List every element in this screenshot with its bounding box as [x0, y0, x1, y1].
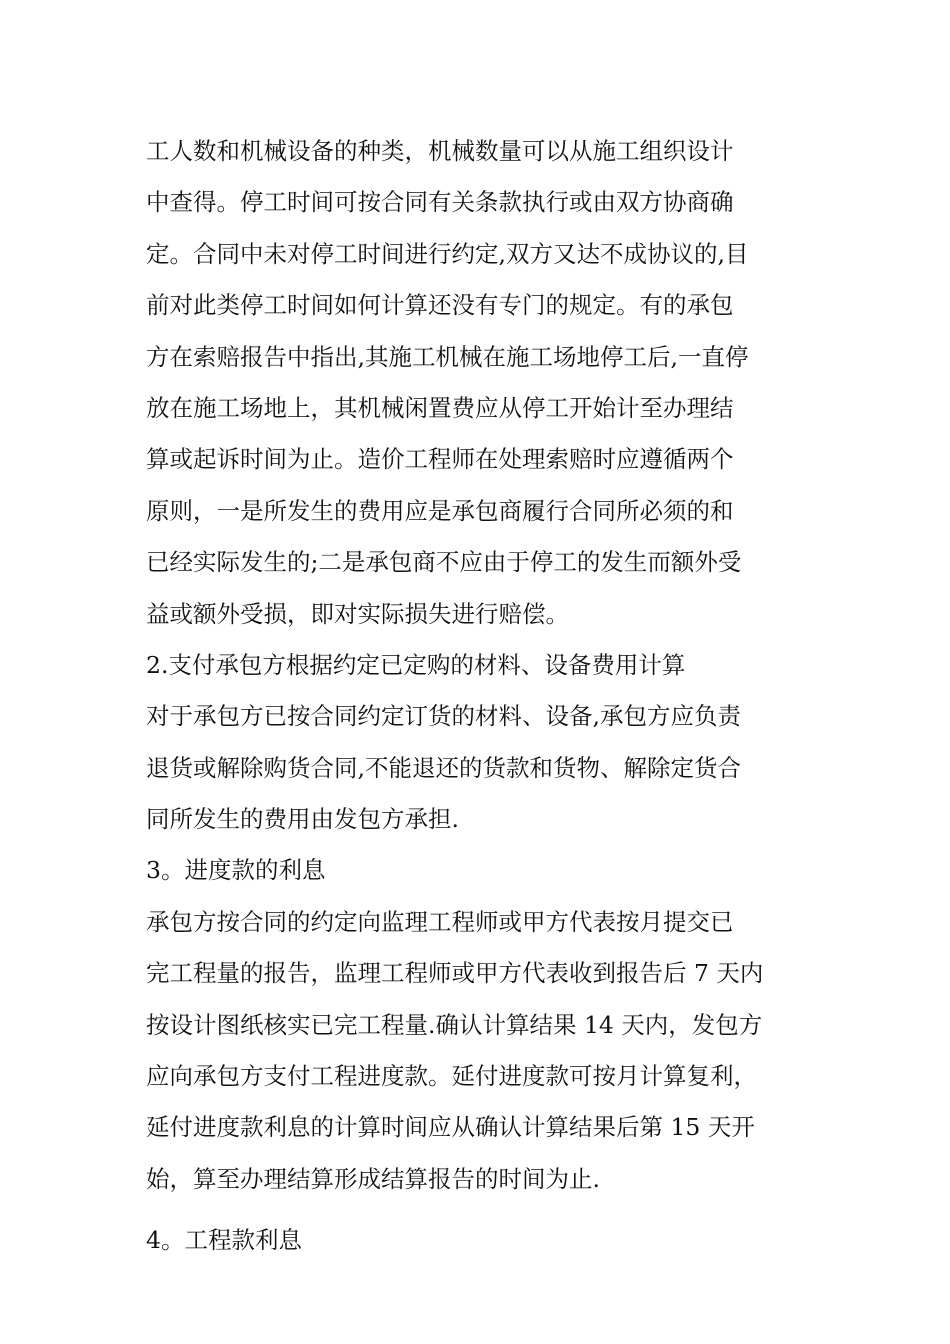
paragraph-line: 同所发生的费用由发包方承担.: [146, 805, 459, 834]
paragraph-line: 方在索赔报告中指出,其施工机械在施工场地停工后,一直停: [146, 342, 749, 371]
paragraph-line: 原则，一是所发生的费用应是承包商履行合同所必须的和: [146, 496, 734, 525]
paragraph-line: 中查得。停工时间可按合同有关条款执行或由双方协商确: [146, 188, 734, 217]
paragraph-line: 前对此类停工时间如何计算还没有专门的规定。有的承包: [146, 291, 734, 320]
section-heading: 2.支付承包方根据约定已定购的材料、设备费用计算: [146, 650, 686, 679]
paragraph-line: 益或额外受损，即对实际损失进行赔偿。: [146, 599, 569, 628]
section-heading: 3。进度款的利息: [146, 856, 326, 885]
paragraph-line: 始，算至办理结算形成结算报告的时间为止.: [146, 1164, 600, 1193]
document-body: [146, 126, 816, 1267]
paragraph-line: 按设计图纸核实已完工程量.确认计算结果 14 天内，发包方: [146, 1010, 763, 1039]
paragraph-line: 承包方按合同的约定向监理工程师或甲方代表按月提交已: [146, 907, 734, 936]
section-heading: 4。工程款利息: [146, 1226, 302, 1255]
paragraph-line: 完工程量的报告，监理工程师或甲方代表收到报告后 7 天内: [146, 959, 764, 988]
paragraph-line: 工人数和机械设备的种类，机械数量可以从施工组织设计: [146, 137, 734, 165]
paragraph-line: 已经实际发生的;二是承包商不应由于停工的发生而额外受: [146, 548, 742, 577]
paragraph-line: 放在施工场地上，其机械闲置费应从停工开始计至办理结: [146, 393, 734, 422]
paragraph-line: 对于承包方已按合同约定订货的材料、设备,承包方应负责: [146, 702, 741, 731]
paragraph-line: 应向承包方支付工程进度款。延付进度款可按月计算复利，: [146, 1062, 757, 1091]
paragraph-line: 延付进度款利息的计算时间应从确认计算结果后第 15 天开: [146, 1113, 755, 1142]
paragraph-line: 定。合同中未对停工时间进行约定,双方又达不成协议的,目: [146, 239, 749, 268]
paragraph-line: 算或起诉时间为止。造价工程师在处理索赔时应遵循两个: [146, 445, 734, 474]
paragraph-line: 退货或解除购货合同,不能退还的货款和货物、解除定货合: [146, 753, 741, 782]
